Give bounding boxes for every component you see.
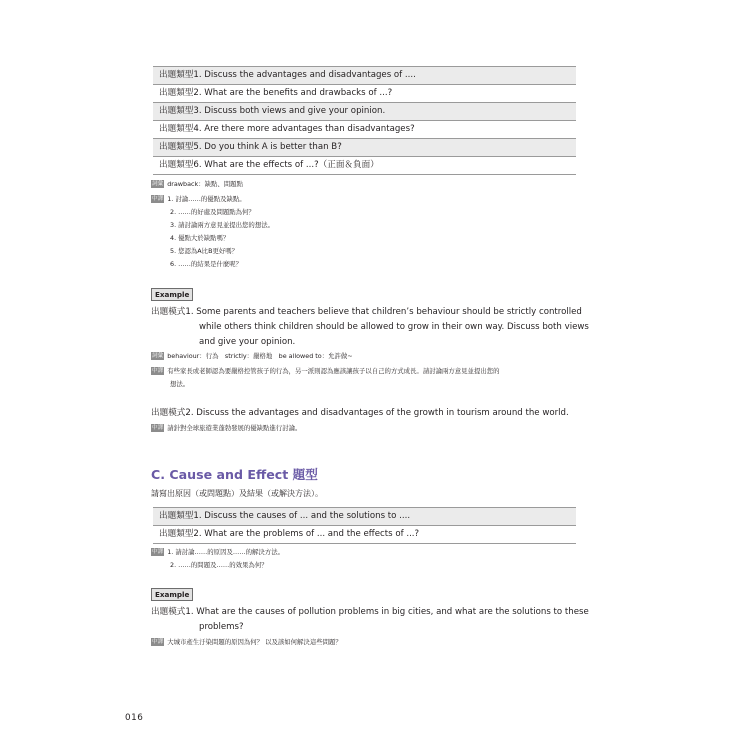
example-c1-line-2: problems? bbox=[199, 622, 244, 632]
translation-item: 5. 您認為A比B更好嗎？ bbox=[170, 247, 239, 255]
translation-item: 4. 優點大於缺點嗎？ bbox=[170, 234, 230, 242]
translation-tag: 中譯 bbox=[152, 196, 164, 202]
translation-a-first bbox=[151, 193, 246, 205]
question-type-row: 出題類型1. Discuss the causes of ... and the solutions to .... bbox=[153, 508, 576, 525]
translation-item: 6. ……的結果是什麼呢？ bbox=[170, 260, 243, 268]
question-type-row: 出題類型1. Discuss the advantages and disadvantages of .... bbox=[153, 67, 576, 84]
translation-tag: 中譯 bbox=[152, 639, 164, 645]
translation-item: 2. ……的問題及……的效果為何？ bbox=[170, 561, 268, 569]
translation-text: 請針對全球旅遊業蓬勃發展的優缺點進行討論。 bbox=[167, 424, 302, 432]
vocab-text: drawback：缺點、問題點 bbox=[167, 180, 243, 188]
question-types-table-a bbox=[153, 66, 576, 175]
example-a2-line: 出題模式2. Discuss the advantages and disadvantages of the growth in tourism around the world. bbox=[151, 408, 569, 418]
translation-text: 大城市產生汙染問題的原因為何？ 以及該如何解決這些問題？ bbox=[167, 638, 342, 646]
translation-c1 bbox=[151, 636, 342, 648]
question-type-row: 出題類型5. Do you think A is better than B? bbox=[153, 138, 576, 156]
section-c-title: C. Cause and Effect 題型 bbox=[151, 467, 318, 482]
translation-tag: 中譯 bbox=[152, 368, 164, 374]
page-number: 016 bbox=[125, 713, 144, 723]
example-a1-line-3: and give your opinion. bbox=[199, 337, 296, 347]
example-a1-line-1: 出題模式1. Some parents and teachers believe that children’s behaviour should be strictly controlled bbox=[151, 307, 582, 317]
example-c1-line-1: 出題模式1. What are the causes of pollution problems in big cities, and what are the solutions to these bbox=[151, 607, 589, 617]
example-badge: Example bbox=[151, 588, 193, 601]
translation-item: 2. ……的好處及問題點為何？ bbox=[170, 208, 255, 216]
question-type-row: 出題類型3. Discuss both views and give your opinion. bbox=[153, 102, 576, 120]
translation-item: 1. 請討論……的原因及……的解決方法。 bbox=[167, 548, 284, 556]
question-type-row: 出題類型6. What are the effects of ...?（正面＆負面） bbox=[153, 156, 576, 174]
section-c-subtitle: 請寫出原因（或問題點）及結果（或解決方法）。 bbox=[151, 489, 323, 498]
translation-text: 有些家長或老師認為要嚴格控管孩子的行為，另一派則認為應該讓孩子以自己的方式成長。請討論兩方意見並提出您的 bbox=[167, 367, 500, 375]
translation-item: 1. 討論……的優點及缺點。 bbox=[167, 195, 246, 203]
example-a1-line-2: while others think children should be allowed to grow in their own way. Discuss both views bbox=[199, 322, 589, 332]
vocab-note-a bbox=[151, 178, 243, 190]
vocab-tag: 詞彙 bbox=[152, 181, 164, 187]
translation-a2 bbox=[151, 422, 301, 434]
question-types-table-c bbox=[153, 507, 576, 544]
vocab-text: behaviour：行為 strictly：嚴格地 be allowed to：允許做~ bbox=[167, 352, 353, 360]
translation-tag: 中譯 bbox=[152, 425, 164, 431]
example-badge: Example bbox=[151, 288, 193, 301]
question-type-row: 出題類型2. What are the problems of ... and the effects of ...? bbox=[153, 525, 576, 543]
translation-c-first bbox=[151, 546, 284, 558]
translation-a1-line-2: 想法。 bbox=[170, 380, 190, 388]
question-type-row: 出題類型4. Are there more advantages than disadvantages? bbox=[153, 120, 576, 138]
question-type-row: 出題類型2. What are the benefits and drawbacks of ...? bbox=[153, 84, 576, 102]
translation-item: 3. 請討論兩方意見並提出您的想法。 bbox=[170, 221, 274, 229]
translation-a1-line-1 bbox=[151, 365, 500, 377]
translation-tag: 中譯 bbox=[152, 549, 164, 555]
vocab-note-a1 bbox=[151, 350, 353, 362]
vocab-tag: 詞彙 bbox=[152, 353, 164, 359]
